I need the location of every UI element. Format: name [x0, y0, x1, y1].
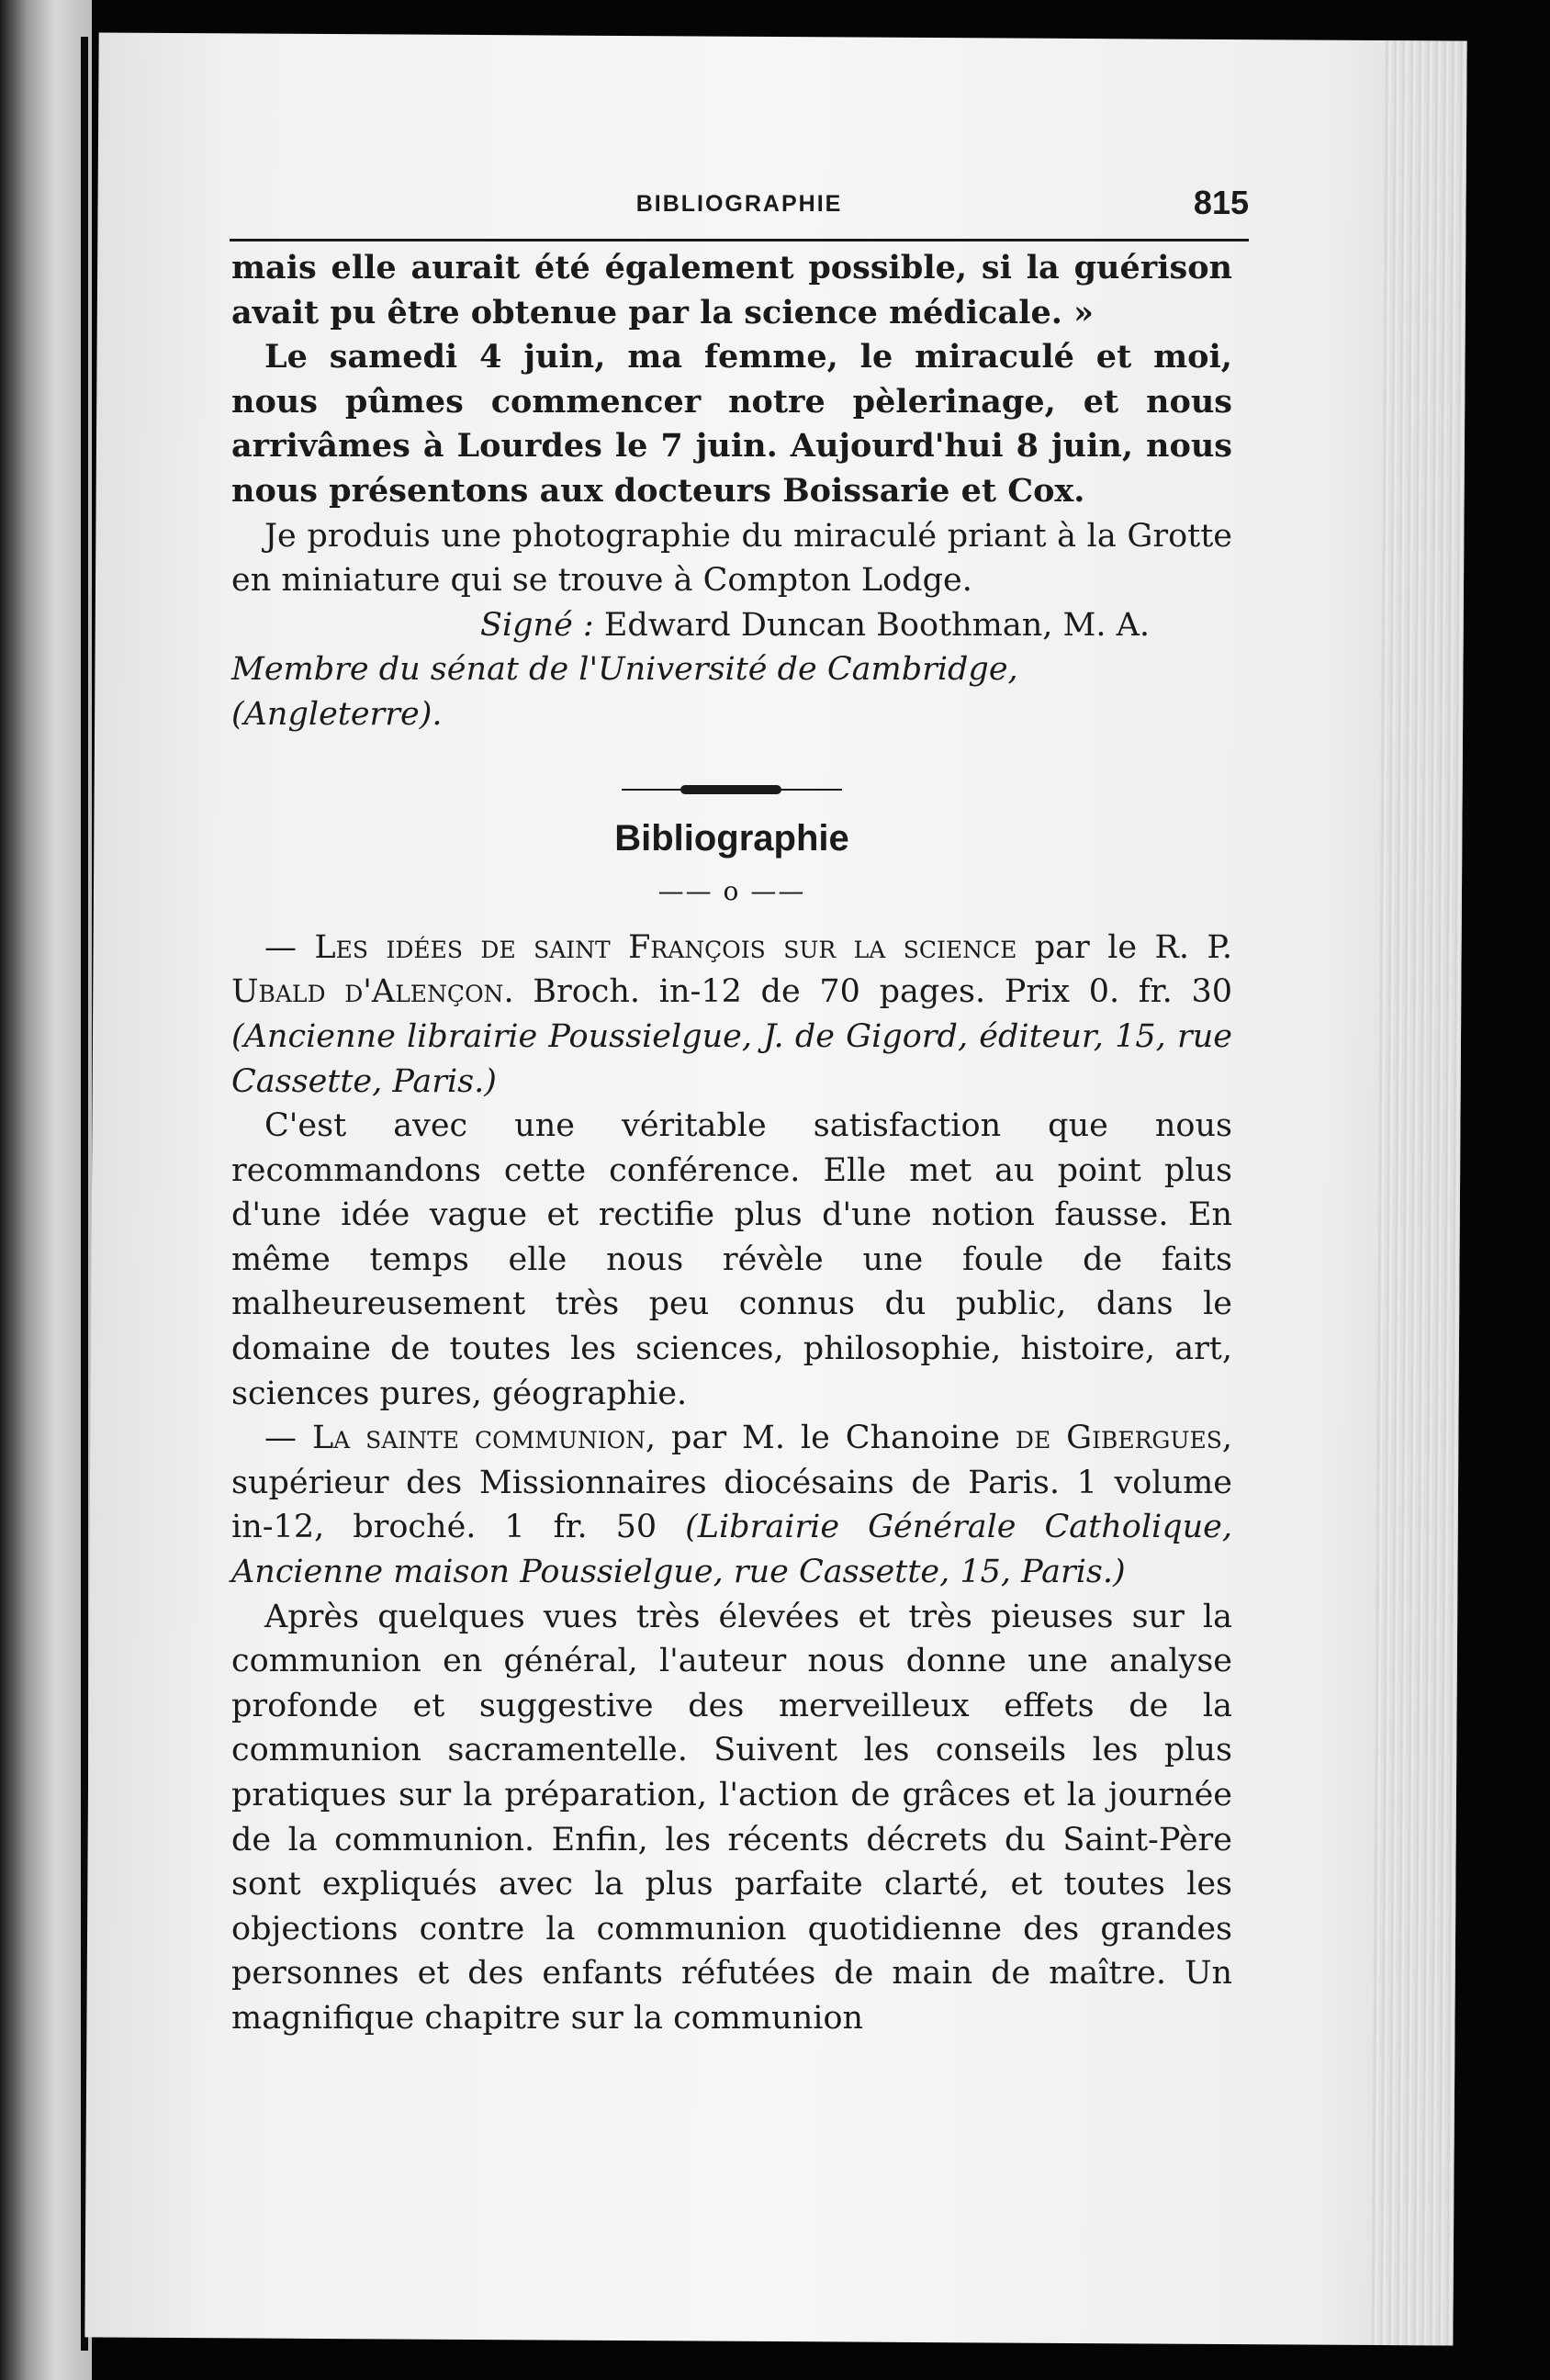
letter-paragraph-2: Le samedi 4 juin, ma femme, le miraculé et moi, nous pûmes commencer notre pèlerinage, et nous arrivâmes à Lourdes le 7 juin. Aujourd'hui 8 juin, nous nous présentons aux docteurs Boissarie et Cox.	[231, 338, 1232, 510]
entry-1-author: Ubald d'Alençon	[231, 973, 504, 1011]
entry-1-dash: —	[264, 928, 315, 966]
entry-1-details: . Broch. in-12 de 70 pages. Prix 0. fr. 30	[503, 973, 1232, 1011]
entry-2-author: de Gibergues	[1015, 1420, 1222, 1457]
small-ornament: —— o ——	[657, 876, 806, 907]
left-page-edge	[0, 0, 92, 2380]
entry-2-by: , par M. le Chanoine	[645, 1420, 1016, 1457]
entry-1-citation	[231, 926, 1232, 1104]
section-heading: Bibliographie	[614, 817, 849, 859]
section-rule-ornament	[622, 778, 842, 802]
running-head-title: BIBLIOGRAPHIE	[635, 191, 843, 217]
entry-1-review: C'est avec une véritable satisfaction que nous recommandons cette conférence. Elle met au point plus d'une idée vague et rectifie plus d'une notion fausse. En même temps elle nous révèle une foule de faits malheureusement très peu connus du public, dans le domaine de toutes les sciences, philosophie, histoire, art, sciences pures, géographie.	[231, 1107, 1232, 1412]
entry-2-review: Après quelques vues très élevées et très pieuses sur la communion en général, l'auteur nous donne une analyse profonde et suggestive des merveilleux effets de la communion sacramentelle. Suivent les conseils les plus pratiques sur la préparation, l'action de grâces et la journée de la communion. Enfin, les récents décrets du Saint-Père sont expliqués avec la plus parfaite clarté, et toutes les objections contre la communion quotidienne des grandes personnes et des enfants réfutées de main de maître. Un magnifique chapitre sur la communion	[231, 1598, 1232, 2037]
entry-2-dash: —	[264, 1420, 312, 1457]
entry-2-citation	[231, 1416, 1232, 1594]
page-number: 815	[1193, 184, 1249, 221]
member-line: Membre du sénat de l'Université de Cambridge, (Angleterre).	[231, 651, 1018, 733]
entry-2-details: , supérieur des Missionnaires diocésains de Paris. 1 volume in-12, broché. 1 fr. 50	[231, 1420, 1232, 1546]
signature-name: Edward Duncan Boothman, M. A.	[603, 606, 1150, 644]
letter-paragraph-3: Je produis une photographie du miraculé priant à la Grotte en miniature qui se trouve à Compton Lodge.	[231, 517, 1232, 600]
letter-paragraph-1: mais elle aurait été également possible, si la guérison avait pu être obtenue par la science médicale. »	[231, 249, 1232, 331]
entry-1-title: Les idées de saint François sur la science	[314, 928, 1017, 966]
entry-2-title: La sainte communion	[311, 1420, 646, 1457]
signature-line	[231, 603, 1232, 648]
entry-2-publisher: (Librairie Générale Catholique, Ancienne maison Poussielgue, rue Cassette, 15, Paris.)	[231, 1509, 1232, 1591]
running-head	[230, 165, 1249, 241]
entry-1-publisher: (Ancienne librairie Poussielgue, J. de Gigord, éditeur, 15, rue Cassette, Paris.)	[231, 1017, 1232, 1100]
entry-1-by: par le R. P.	[1016, 928, 1232, 966]
page-edge-stack	[1370, 40, 1466, 2346]
body-text	[231, 246, 1232, 2041]
signature-prefix: Signé :	[479, 606, 594, 644]
